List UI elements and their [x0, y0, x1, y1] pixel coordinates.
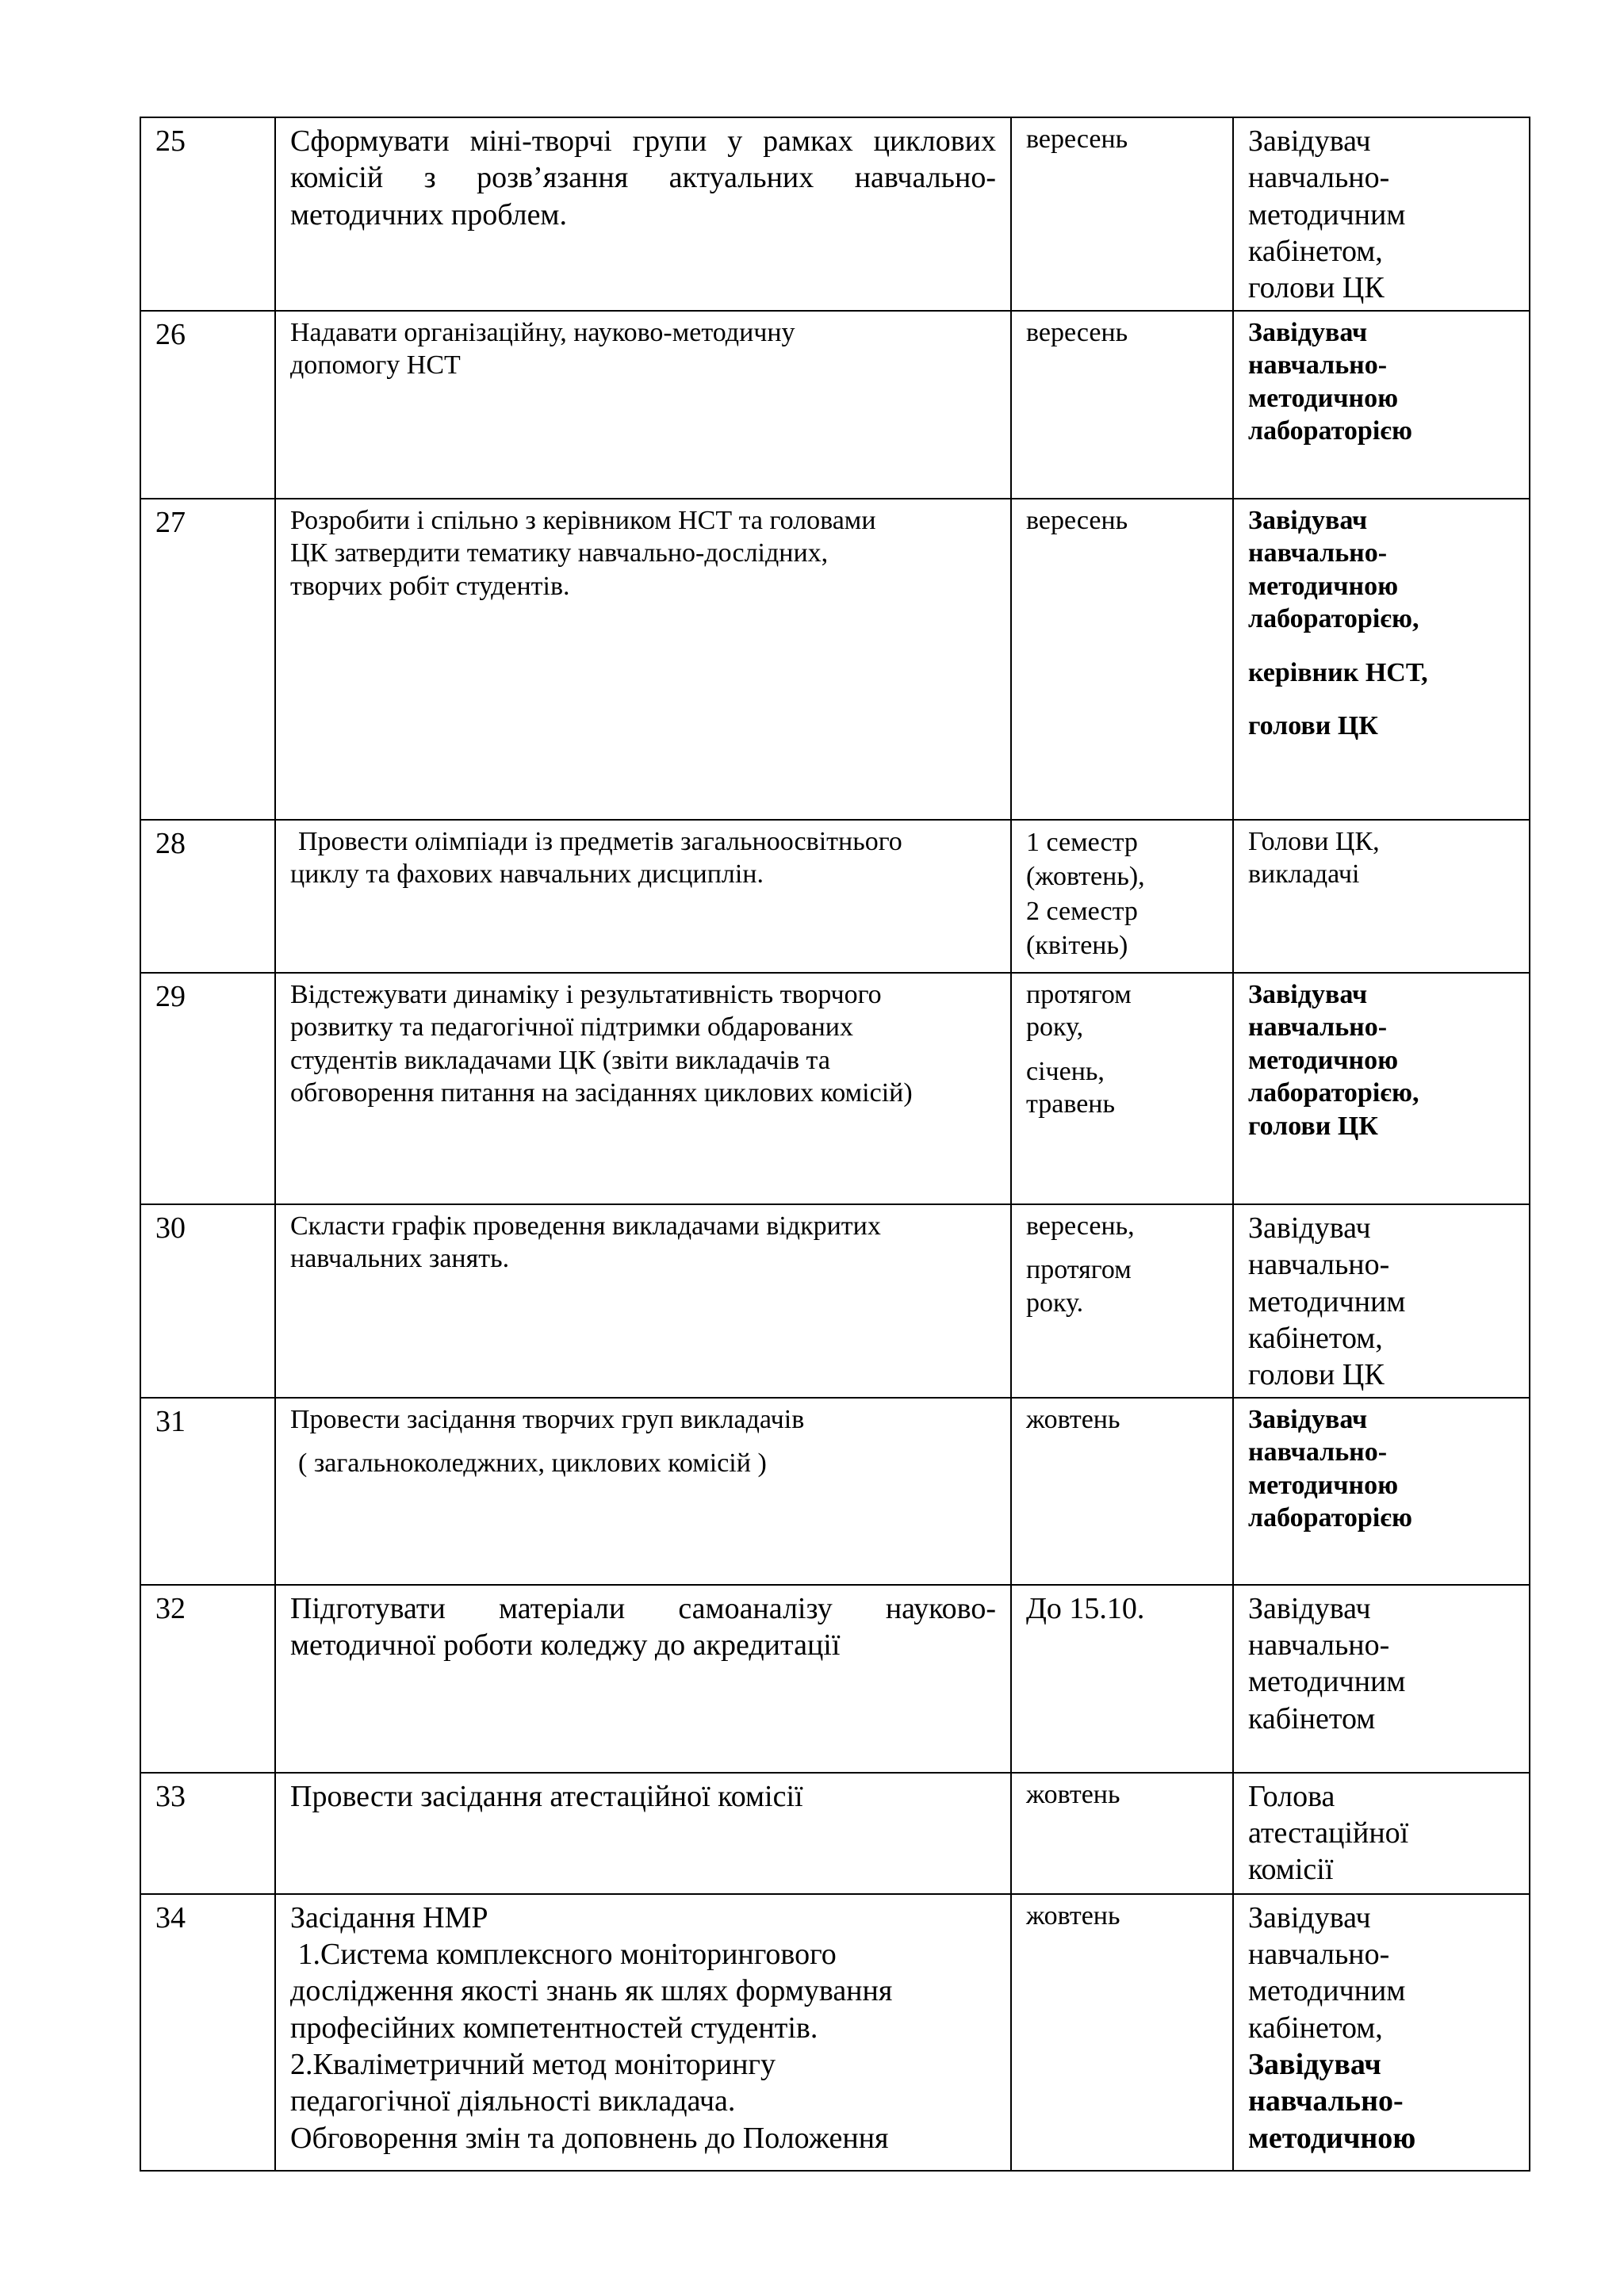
task-text: Провести засідання творчих груп викладачів [290, 1404, 805, 1434]
term-cell [1011, 973, 1233, 1204]
responsible-text: комісії [1248, 1853, 1334, 1887]
responsible-cell [1233, 1398, 1530, 1585]
task-text: професійних компетентностей студентів. [290, 2011, 818, 2045]
responsible-cell [1233, 1773, 1530, 1894]
responsible-text: Завідувач [1248, 2048, 1381, 2082]
table-row [140, 1398, 1530, 1585]
responsible-text: методичною [1248, 383, 1399, 413]
term-cell [1011, 499, 1233, 820]
table-row [140, 117, 1530, 311]
term-cell [1011, 311, 1233, 499]
row-number: 26 [140, 311, 275, 499]
term-cell [1011, 117, 1233, 311]
table-row [140, 1585, 1530, 1773]
row-number: 27 [140, 499, 275, 820]
row-number: 25 [140, 117, 275, 311]
term-text: вересень, [1026, 1211, 1135, 1241]
task-cell [275, 1773, 1011, 1894]
responsible-text: навчально- [1248, 2084, 1404, 2118]
row-number: 33 [140, 1773, 275, 1894]
responsible-text: методичною [1248, 1470, 1399, 1500]
responsible-text: методичним [1248, 197, 1406, 232]
task-text: циклу та фахових навчальних дисциплін. [290, 859, 764, 890]
row-number: 34 [140, 1894, 275, 2171]
task-text: допомогу НСТ [290, 350, 461, 381]
responsible-cell [1233, 820, 1530, 973]
task-text: творчих робіт студентів. [290, 571, 570, 601]
row-number: 28 [140, 820, 275, 973]
term-text: травень [1026, 1089, 1116, 1119]
task-text: студентів викладачами ЦК (звіти викладачів та [290, 1045, 830, 1075]
responsible-text: навчально- [1248, 1248, 1390, 1282]
term-text: протягом [1026, 979, 1132, 1009]
responsible-text: лабораторією [1248, 1503, 1412, 1533]
table-row [140, 973, 1530, 1204]
table-row [140, 311, 1530, 499]
responsible-text: навчально- [1248, 1012, 1388, 1043]
term-text: 2 семестр [1026, 896, 1138, 926]
responsible-cell [1233, 311, 1530, 499]
table-row [140, 499, 1530, 820]
responsible-text: методичним [1248, 1974, 1406, 2008]
term-text: (жовтень), [1026, 862, 1145, 892]
table-row [140, 1773, 1530, 1894]
task-text: Сформувати міні-творчі групи у рамках циклових комісій з розв’язання актуальних навчально-методичних проблем. [275, 117, 1011, 311]
table-row [140, 1204, 1530, 1398]
responsible-text: методичною [1248, 2121, 1416, 2155]
row-number: 32 [140, 1585, 275, 1773]
responsible-text: кабінетом, [1248, 235, 1383, 269]
table-row [140, 820, 1530, 973]
responsible-text: голови ЦК [1248, 271, 1385, 305]
responsible-text: лабораторією, [1248, 604, 1419, 634]
task-cell [275, 1398, 1011, 1585]
responsible-text: Завідувач [1248, 1211, 1371, 1245]
task-cell [275, 499, 1011, 820]
responsible-text: методичним [1248, 1665, 1406, 1699]
plan-table [140, 117, 1530, 2172]
responsible-cell [1233, 499, 1530, 820]
responsible-text: голови ЦК [1248, 1358, 1385, 1392]
task-text: Розробити і спільно з керівником НСТ та головами [290, 505, 876, 535]
task-text: Відстежувати динаміку і результативність творчого [290, 979, 882, 1009]
responsible-text: навчально- [1248, 1937, 1390, 1971]
table-row [140, 1894, 1530, 2171]
task-text: дослідження якості знань як шлях формування [290, 1974, 893, 2008]
responsible-text: Голова [1248, 1779, 1335, 1813]
term-text: року, [1026, 1012, 1084, 1043]
term-text: жовтень [1026, 1404, 1120, 1434]
responsible-text: голови ЦК [1248, 1111, 1378, 1141]
responsible-text: навчально- [1248, 161, 1390, 195]
task-text: Підготувати матеріали самоаналізу науково-методичної роботи коледжу до акредитації [275, 1585, 1011, 1773]
term-text: вересень [1026, 317, 1128, 347]
responsible-text: методичною [1248, 571, 1399, 601]
responsible-text: викладачі [1248, 859, 1360, 890]
responsible-text: навчально- [1248, 350, 1388, 381]
term-cell [1011, 1398, 1233, 1585]
task-cell [275, 820, 1011, 973]
task-cell [275, 1894, 1011, 2171]
term-cell [1011, 1585, 1233, 1773]
task-text: Надавати організаційну, науково-методичну [290, 317, 795, 347]
task-text: навчальних занять. [290, 1244, 510, 1274]
responsible-text: Голови ЦК, [1248, 826, 1380, 856]
responsible-cell [1233, 117, 1530, 311]
task-text: Обговорення змін та доповнень до Положення [290, 2121, 889, 2155]
task-text: ЦК затвердити тематику навчально-дослідних, [290, 538, 829, 568]
responsible-text: Завідувач [1248, 124, 1371, 158]
responsible-text: навчально- [1248, 1628, 1390, 1662]
responsible-text: Завідувач [1248, 505, 1368, 535]
term-text: жовтень [1026, 1900, 1120, 1931]
task-text: Провести засідання атестаційної комісії [290, 1779, 803, 1813]
term-text: вересень [1026, 124, 1128, 154]
task-cell [275, 311, 1011, 499]
responsible-text: кабінетом, [1248, 2011, 1383, 2045]
term-text: року. [1026, 1288, 1084, 1318]
term-text: січень, [1026, 1056, 1105, 1086]
responsible-text: Завідувач [1248, 317, 1368, 347]
responsible-text: кабінетом [1248, 1701, 1376, 1735]
responsible-cell [1233, 1585, 1530, 1773]
responsible-text: атестаційної [1248, 1816, 1409, 1850]
task-text: ( загальноколеджних, циклових комісій ) [298, 1448, 767, 1479]
responsible-text: лабораторією, [1248, 1078, 1419, 1108]
term-text: жовтень [1026, 1779, 1120, 1809]
responsible-cell [1233, 1894, 1530, 2171]
responsible-text: лабораторією [1248, 416, 1412, 446]
term-text: До 15.10. [1026, 1591, 1145, 1625]
responsible-text: Завідувач [1248, 979, 1368, 1009]
responsible-cell [1233, 973, 1530, 1204]
task-text: 2.Кваліметричний метод моніторингу [290, 2048, 776, 2082]
responsible-text: Завідувач [1248, 1900, 1371, 1934]
term-text: вересень [1026, 505, 1128, 535]
task-text: Скласти графік проведення викладачами відкритих [290, 1211, 881, 1241]
task-text: розвитку та педагогічної підтримки обдарованих [290, 1012, 853, 1043]
responsible-text: керівник НСТ, [1248, 657, 1428, 687]
term-cell [1011, 1894, 1233, 2171]
responsible-cell [1233, 1204, 1530, 1398]
task-text: Засідання НМР [290, 1900, 488, 1934]
row-number: 29 [140, 973, 275, 1204]
term-text: протягом [1026, 1255, 1132, 1285]
term-cell [1011, 820, 1233, 973]
responsible-text: навчально- [1248, 538, 1388, 568]
task-text: Провести олімпіади із предметів загальноосвітнього [298, 826, 902, 856]
term-text: 1 семестр [1026, 827, 1138, 857]
task-cell [275, 973, 1011, 1204]
responsible-text: голови ЦК [1248, 711, 1378, 741]
task-text: педагогічної діяльності викладача. [290, 2084, 736, 2118]
term-cell [1011, 1773, 1233, 1894]
responsible-text: навчально- [1248, 1437, 1388, 1468]
task-text: обговорення питання на засіданнях циклових комісій) [290, 1078, 913, 1108]
responsible-text: методичною [1248, 1045, 1399, 1075]
responsible-text: кабінетом, [1248, 1321, 1383, 1355]
responsible-text: методичним [1248, 1284, 1406, 1318]
task-text: 1.Система комплексного моніторингового [290, 1937, 837, 1971]
row-number: 30 [140, 1204, 275, 1398]
responsible-text: Завідувач [1248, 1404, 1368, 1434]
responsible-text: Завідувач [1248, 1591, 1371, 1625]
term-text: (квітень) [1026, 931, 1128, 961]
term-cell [1011, 1204, 1233, 1398]
row-number: 31 [140, 1398, 275, 1585]
task-cell [275, 1204, 1011, 1398]
